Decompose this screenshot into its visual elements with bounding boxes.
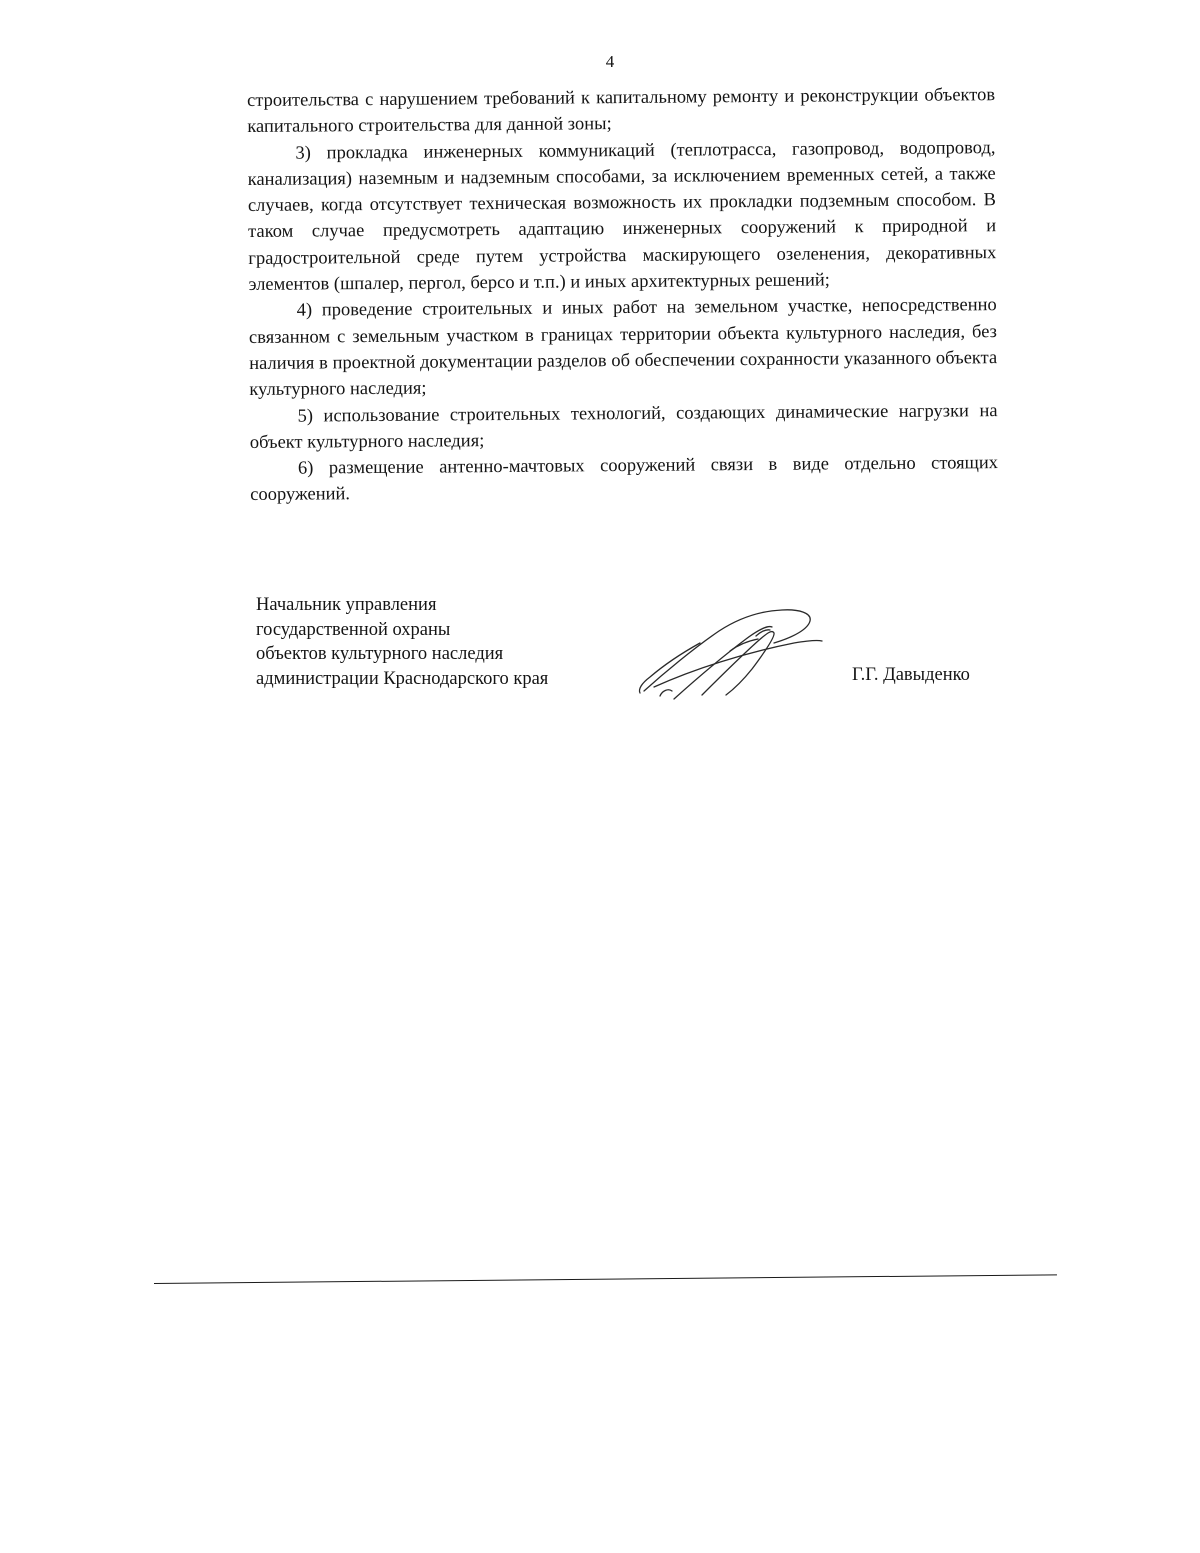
paragraph-item-3: 3) прокладка инженерных коммуникаций (теплотрасса, газопровод, водопровод, канализация) наземным и надземным способами, за исключением временных сетей, а также случаев, когда отсутствует техническая возможность их прокладки подземным способом. В таком случае предусмотреть адаптацию инженерных сооружений к природной и градостроительной среде путем устройства маскирующего озеленения, декоративных элементов (шпалер, пергол, берсо и т.п.) и иных архитектурных решений; (247, 137, 997, 296)
page-number: 4 (605, 52, 615, 71)
signer-position-line: администрации Краснодарского края (256, 668, 549, 689)
paragraph-item-5: 5) использование строительных технологий, создающих динамические нагрузки на объект культурного наследия; (249, 400, 998, 453)
paragraph-item-6: 6) размещение антенно-мачтовых сооружений связи в виде отдельно стоящих сооружений. (250, 453, 999, 506)
handwritten-signature (634, 603, 824, 703)
signer-position-line: объектов культурного наследия (256, 644, 504, 665)
signer-position-line: Начальник управления (256, 595, 437, 615)
signer-position-line: государственной охраны (256, 619, 451, 640)
paragraph-continuation: строительства с нарушением требований к капитальному ремонту и реконструкции объектов капитального строительства для данной зоны; (247, 85, 996, 138)
signer-name: Г.Г. Давыденко (852, 665, 970, 685)
paragraph-item-4: 4) проведение строительных и иных работ на земельном участке, непосредственно связанном с земельным участком в границах территории объекта культурного наследия, без наличия в проектной документации разделов об обеспечении сохранности указанного объекта культурного наследия; (248, 295, 998, 401)
signer-position (256, 593, 616, 691)
document-body (247, 82, 998, 509)
footer-divider-line (154, 1274, 1057, 1284)
signature-block (256, 593, 998, 713)
